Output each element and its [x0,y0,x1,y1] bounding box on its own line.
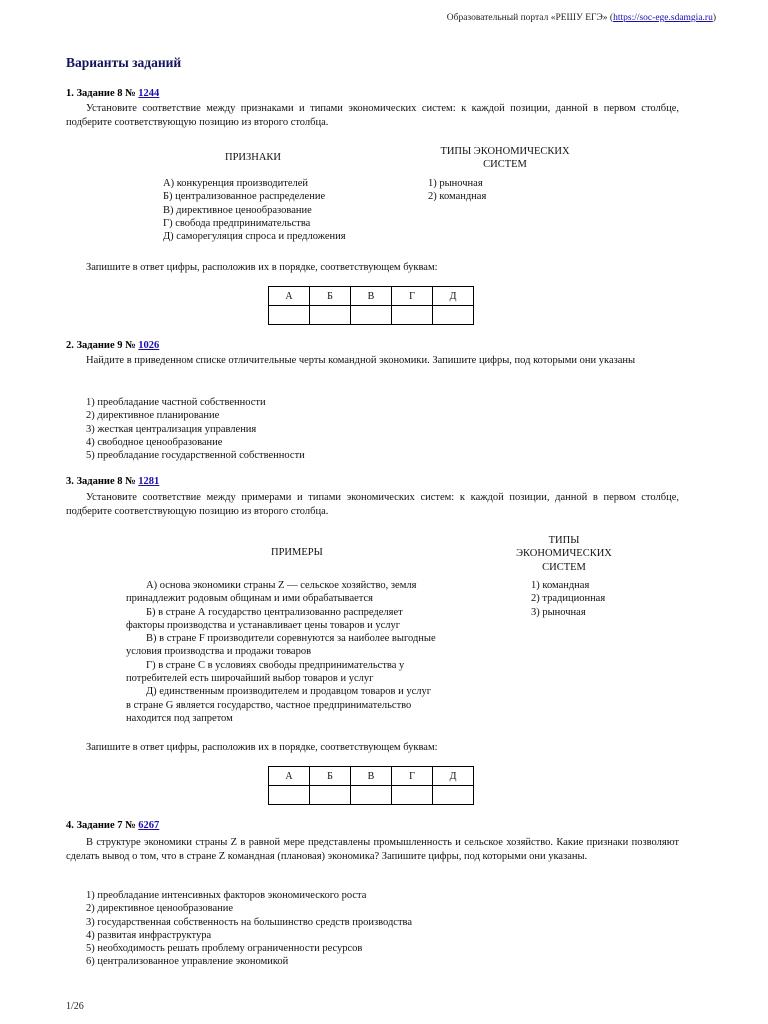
answer-letter-cell: Д [433,287,474,306]
answer-letter-cell: Б [310,287,351,306]
example-line: находится под запретом [126,712,233,724]
task4-link[interactable]: 6267 [138,820,160,831]
portal-header [447,13,716,23]
list-item: 1) командная [531,580,590,591]
task3-col2-header-line: ЭКОНОМИЧЕСКИХ [516,548,612,560]
list-item: 5) необходимость решать проблему ограниченности ресурсов [86,943,363,955]
task2-link[interactable]: 1026 [138,340,160,351]
answer-letter-cell: В [351,287,392,306]
task2-heading [66,340,159,351]
table-row [269,767,474,786]
example-line: в стране G является государство, частное предпринимательство [126,699,412,711]
answer-letter-cell: Б [310,767,351,786]
list-item: 3) рыночная [531,606,586,618]
answer-letter-cell: А [269,767,310,786]
answer-input-cell[interactable] [433,786,474,805]
task2-heading-text: 2. Задание 9 № [66,340,136,351]
answer-input-cell[interactable] [310,786,351,805]
list-item: 2) командная [428,191,487,203]
example-line: потребителей есть широчайший выбор товаров и услуг [126,673,374,685]
answer-letter-cell: А [269,287,310,306]
task3-right-list [531,579,605,619]
list-item: 2) традиционная [531,593,606,605]
task3-col1-header: ПРИМЕРЫ [271,547,323,558]
example-line: Г) в стране С в условиях свободы предпринимательства у [146,659,405,671]
example-line: Б) в стране А государство централизованно распределяет [146,606,403,618]
answer-letter-cell: Г [392,287,433,306]
task3-examples [126,579,496,725]
list-item: 3) государственная собственность на большинство средств производства [86,916,413,928]
task1-col2-header-line: ТИПЫ ЭКОНОМИЧЕСКИХ [440,146,570,157]
task1-col1-header: ПРИЗНАКИ [225,152,282,163]
task3-link[interactable]: 1281 [138,476,160,487]
list-item: Д) саморегуляция спроса и предложения [163,231,346,243]
task3-col2-header [494,534,634,574]
task1-answer-table [268,286,474,325]
task1-right-list [428,177,486,204]
list-item: 4) развитая инфраструктура [86,929,212,941]
table-row [269,786,474,805]
task4-list [86,889,412,969]
list-item: 2) директивное ценообразование [86,903,234,915]
list-item: Б) централизованное распределение [163,191,326,203]
answer-letter-cell: Г [392,767,433,786]
list-item: 1) рыночная [428,178,483,189]
answer-input-cell[interactable] [310,306,351,325]
task1-col2-header [420,145,590,172]
answer-input-cell[interactable] [269,786,310,805]
example-line: А) основа экономики страны Z — сельское хозяйство, земля [146,580,417,591]
task3-instruction: Установите соответствие между примерами и типами экономических систем: к каждой позиции, данной в первом столбце, подберите соответствующую позицию из второго столбца. [66,492,679,517]
task1-link[interactable]: 1244 [138,88,160,99]
task1-heading [66,88,159,99]
task3-heading-text: 3. Задание 8 № [66,476,136,487]
list-item: 2) директивное планирование [86,410,220,422]
example-line: принадлежит родовым общинам и ими обрабатывается [126,593,373,605]
task1-left-list [163,177,346,243]
list-item: 1) преобладание частной собственности [86,397,266,408]
answer-input-cell[interactable] [392,306,433,325]
answer-letter-cell: В [351,767,392,786]
portal-header-prefix: Образовательный портал «РЕШУ ЕГЭ» ( [446,13,614,23]
list-item: В) директивное ценообразование [163,204,312,216]
page-title: Варианты заданий [66,55,182,70]
task4-heading [66,820,159,831]
example-line: факторы производства и устанавливает цены товаров и услуг [126,619,401,631]
answer-letter-cell: Д [433,767,474,786]
example-line: Д) единственным производителем и продавцом товаров и услуг [146,686,432,698]
page-number: 1/26 [66,1001,84,1012]
list-item: 6) централизованное управление экономикой [86,956,289,968]
task4-instruction: В структуре экономики страны Z в равной мере представлены промышленность и сельское хозяйство. Какие признаки позволяют сделать вывод о том, что в стране Z командная (плановая) экономика? Запишите цифры, под которыми они указаны. [66,837,679,862]
answer-input-cell[interactable] [269,306,310,325]
example-line: условия производства и продажи товаров [126,646,312,658]
answer-input-cell[interactable] [392,786,433,805]
task2-instruction: Найдите в приведенном списке отличительные черты командной экономики. Запишите цифры, под которыми они указаны [86,355,636,366]
table-row [269,306,474,325]
task3-col2-header-line: ТИПЫ [548,535,580,546]
task1-heading-text: 1. Задание 8 № [66,88,136,99]
task3-heading [66,476,159,487]
answer-input-cell[interactable] [351,306,392,325]
example-line: В) в стране F производители соревнуются за наиболее выгодные [146,633,436,645]
list-item: 5) преобладание государственной собственности [86,450,305,462]
portal-link[interactable]: https://soc-ege.sdamgia.ru [613,13,713,23]
list-item: 1) преобладание интенсивных факторов экономического роста [86,890,367,901]
portal-header-suffix: ) [712,13,716,23]
list-item: А) конкуренция производителей [163,178,309,189]
task1-col2-header-line: СИСТЕМ [483,159,527,171]
task1-answer-prompt: Запишите в ответ цифры, расположив их в порядке, соответствующем буквам: [86,262,438,273]
task1-instruction: Установите соответствие между признаками и типами экономических систем: к каждой позиции, данной в первом столбце, подберите соответствующую позицию из второго столбца. [66,103,679,128]
answer-input-cell[interactable] [433,306,474,325]
task2-list [86,396,305,462]
list-item: 4) свободное ценообразование [86,436,223,448]
task3-answer-prompt: Запишите в ответ цифры, расположив их в порядке, соответствующем буквам: [86,742,438,753]
table-row [269,287,474,306]
task4-heading-text: 4. Задание 7 № [66,820,136,831]
task3-col2-header-line: СИСТЕМ [542,561,586,573]
list-item: 3) жесткая централизация управления [86,423,257,435]
task3-answer-table [268,766,474,805]
list-item: Г) свобода предпринимательства [163,217,311,229]
answer-input-cell[interactable] [351,786,392,805]
